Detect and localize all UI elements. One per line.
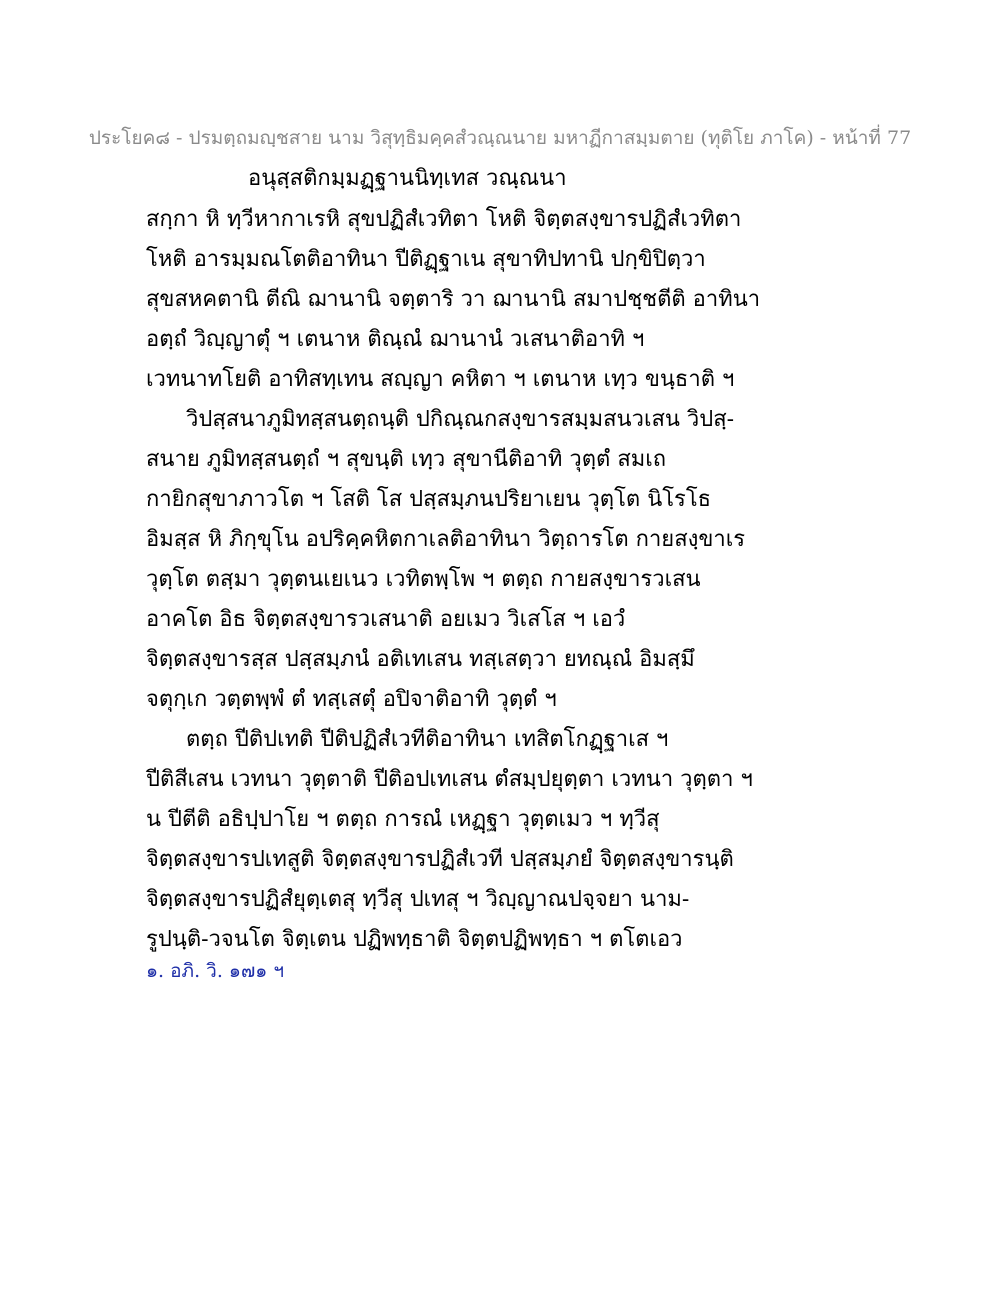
- body-line: จิตฺตสงฺขารปเทสูติ จิตฺตสงฺขารปฏิสํเวที ปสฺสมฺภยํ จิตฺตสงฺขารนฺติ: [146, 847, 734, 872]
- body-line: สกฺกา หิ ทฺวีหากาเรหิ สุขปฏิสํเวทิตา โหติ จิตฺตสงฺขารปฏิสํเวทิตา: [146, 207, 742, 232]
- body-line: อิมสฺส หิ ภิกฺขุโน อปริคฺคหิตกาเลติอาทินา วิตฺถารโต กายสงฺขาเร: [146, 527, 746, 552]
- body-line: อตฺถํ วิญฺญาตุํ ฯ เตนาห ติณฺณํ ฌานานํ วเสนาติอาทิ ฯ: [146, 327, 645, 352]
- body-line: วุตฺโต ตสฺมา วุตฺตนเยเนว เวทิตพฺโพ ฯ ตตฺถ กายสงฺขารวเสน: [146, 567, 701, 592]
- footnote: ๑. อภิ. วิ. ๑๗๑ ฯ: [146, 960, 285, 982]
- section-title: อนุสฺสติกมฺมฏฺฐานนิทฺเทส วณฺณนา: [248, 166, 567, 191]
- body-line: อาคโต อิธ จิตฺตสงฺขารวเสนาติ อยเมว วิเสโส ฯ เอวํ: [146, 607, 626, 632]
- body-line: เวทนาทโยติ อาทิสทฺเทน สญฺญา คหิตา ฯ เตนาห เทฺว ขนฺธาติ ฯ: [146, 367, 735, 392]
- body-line: ตตฺถ ปีติปเทติ ปีติปฏิสํเวทีติอาทินา เทสิตโกฏฺฐาเส ฯ: [186, 727, 669, 752]
- body-line: น ปีตีติ อธิปฺปาโย ฯ ตตฺถ การณํ เหฏฺฐา วุตฺตเมว ฯ ทฺวีสุ: [146, 807, 660, 832]
- body-line: จิตฺตสงฺขารสฺส ปสฺสมฺภนํ อติเทเสน ทสฺเสตฺวา ยทณฺณํ อิมสฺมึ: [146, 647, 695, 672]
- body-line: ปีติสีเสน เวทนา วุตฺตาติ ปีติอปเทเสน ตํสมฺปยุตฺตา เวทนา วุตฺตา ฯ: [146, 767, 753, 792]
- body-line: สุขสหคตานิ ตีณิ ฌานานิ จตฺตาริ วา ฌานานิ สมาปชฺชตีติ อาทินา: [146, 287, 761, 312]
- body-line: สนาย ภูมิทสฺสนตฺถํ ฯ สุขนฺติ เทฺว สุขานีติอาทิ วุตฺตํ สมเถ: [146, 447, 667, 472]
- body-line: จิตฺตสงฺขารปฏิสํยุตฺเตสุ ทฺวีสุ ปเทสุ ฯ วิญฺญาณปจฺจยา นาม-: [146, 887, 690, 912]
- body-line: จตุกฺเก วตฺตพฺพํ ตํ ทสฺเสตุํ อปิจาติอาทิ วุตฺตํ ฯ: [146, 687, 557, 712]
- page-header: ประโยค๘ - ปรมตฺถมญฺชสาย นาม วิสุทฺธิมคฺคสํวณฺณนาย มหาฏีกาสมฺมตาย (ทุติโย ภาโค) - หน้าที่ 77: [88, 127, 912, 149]
- body-line: รูปนฺติ-วจนโต จิตฺเตน ปฏิพทฺธาติ จิตฺตปฏิพทฺธา ฯ ตโตเอว: [146, 927, 683, 952]
- body-line: วิปสฺสนาภูมิทสฺสนตฺถนฺติ ปกิณฺณกสงฺขารสมฺมสนวเสน วิปสฺ-: [186, 407, 735, 432]
- body-line: กายิกสุขาภาวโต ฯ โสติ โส ปสฺสมฺภนปริยาเยน วุตฺโต นิโรโธ: [146, 487, 712, 512]
- body-line: โหติ อารมฺมณโตติอาทินา ปีติฏฺฐาเน สุขาทิปทานิ ปกฺขิปิตฺวา: [146, 247, 706, 272]
